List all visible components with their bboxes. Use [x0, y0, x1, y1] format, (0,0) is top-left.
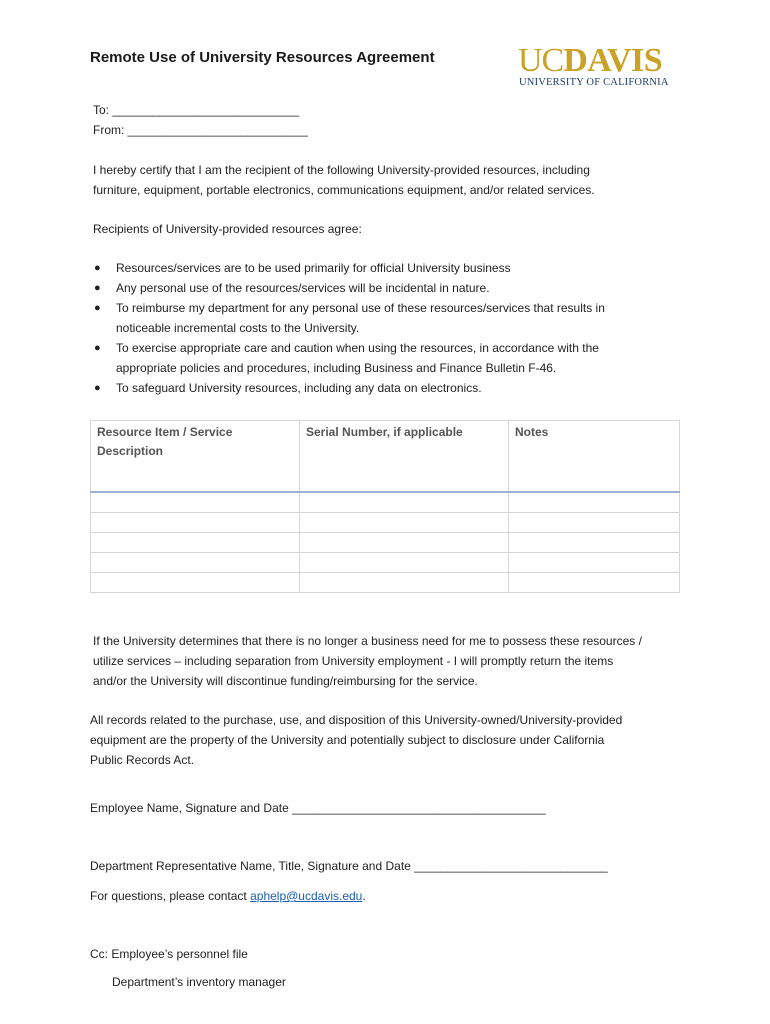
- intro-line: furniture, equipment, portable electronics, communications equipment, and/or related services.: [93, 183, 595, 197]
- table-cell[interactable]: [91, 492, 300, 513]
- logo-wordmark: UCDAVIS: [518, 42, 663, 79]
- table-cell[interactable]: [509, 533, 680, 553]
- intro-paragraph: [93, 160, 595, 200]
- contact-line: For questions, please contact aphelp@ucdavis.edu.: [90, 889, 366, 903]
- table-row: [91, 553, 680, 573]
- list-item: ● To reimburse my department for any personal use of these resources/services that results in noticeable incremental costs to the University.: [93, 298, 653, 338]
- list-item: ● To exercise appropriate care and caution when using the resources, in accordance with the appropriate policies and procedures, including Business and Finance Bulletin F-46.: [93, 338, 653, 378]
- table-header-row: [91, 421, 680, 493]
- from-field: From: ___________________________: [93, 123, 308, 137]
- logo-subtitle: UNIVERSITY OF CALIFORNIA: [519, 77, 669, 88]
- agreement-list: [93, 258, 653, 398]
- table-cell[interactable]: [91, 533, 300, 553]
- records-paragraph: All records related to the purchase, use, and disposition of this University-owned/University-provided equipment are the property of the University and potentially subject to disclosure under California Public Records Act.: [90, 713, 623, 767]
- table-cell[interactable]: [509, 492, 680, 513]
- column-header-notes: Notes: [509, 421, 680, 493]
- table-row: [91, 492, 680, 513]
- table-cell[interactable]: [300, 553, 509, 573]
- table-cell[interactable]: [300, 492, 509, 513]
- cc-line: Department’s inventory manager: [112, 975, 286, 989]
- list-item: ● To safeguard University resources, including any data on electronics.: [93, 378, 653, 398]
- agree-heading: Recipients of University-provided resources agree:: [93, 222, 362, 236]
- list-item: ● Resources/services are to be used primarily for official University business: [93, 258, 653, 278]
- table-cell[interactable]: [91, 553, 300, 573]
- table-cell[interactable]: [509, 513, 680, 533]
- intro-line: I hereby certify that I am the recipient of the following University-provided resources, including: [93, 163, 590, 177]
- table-cell[interactable]: [91, 573, 300, 593]
- table-cell[interactable]: [509, 553, 680, 573]
- page-title: Remote Use of University Resources Agreement: [90, 49, 435, 66]
- bullet-icon: ●: [94, 302, 101, 314]
- table-row: [91, 513, 680, 533]
- bullet-icon: ●: [94, 282, 101, 294]
- to-field: To: ____________________________: [93, 103, 300, 117]
- return-paragraph: If the University determines that there is no longer a business need for me to possess these resources / utilize services – including separation from University employment - I will promptly return the items and/or the University will discontinue funding/reimbursing for the service.: [93, 634, 642, 688]
- support-email-link[interactable]: aphelp@ucdavis.edu: [250, 889, 363, 903]
- bullet-icon: ●: [94, 342, 101, 354]
- table-cell[interactable]: [300, 533, 509, 553]
- employee-signature-line: Employee Name, Signature and Date ______________________________________: [90, 801, 546, 815]
- table-cell[interactable]: [300, 573, 509, 593]
- list-item: ● Any personal use of the resources/services will be incidental in nature.: [93, 278, 653, 298]
- table-row: [91, 533, 680, 553]
- bullet-icon: ●: [94, 382, 101, 394]
- department-signature-line: Department Representative Name, Title, Signature and Date _____________________________: [90, 859, 608, 873]
- resource-table: [90, 420, 680, 593]
- column-header-serial: Serial Number, if applicable: [300, 421, 509, 493]
- table-cell[interactable]: [300, 513, 509, 533]
- table-cell[interactable]: [509, 573, 680, 593]
- ucdavis-logo: [518, 44, 683, 92]
- bullet-icon: ●: [94, 262, 101, 274]
- column-header-resource: Resource Item / Service Description: [91, 421, 300, 493]
- cc-line: Cc: Employee’s personnel file: [90, 947, 248, 961]
- table-cell[interactable]: [91, 513, 300, 533]
- table-row: [91, 573, 680, 593]
